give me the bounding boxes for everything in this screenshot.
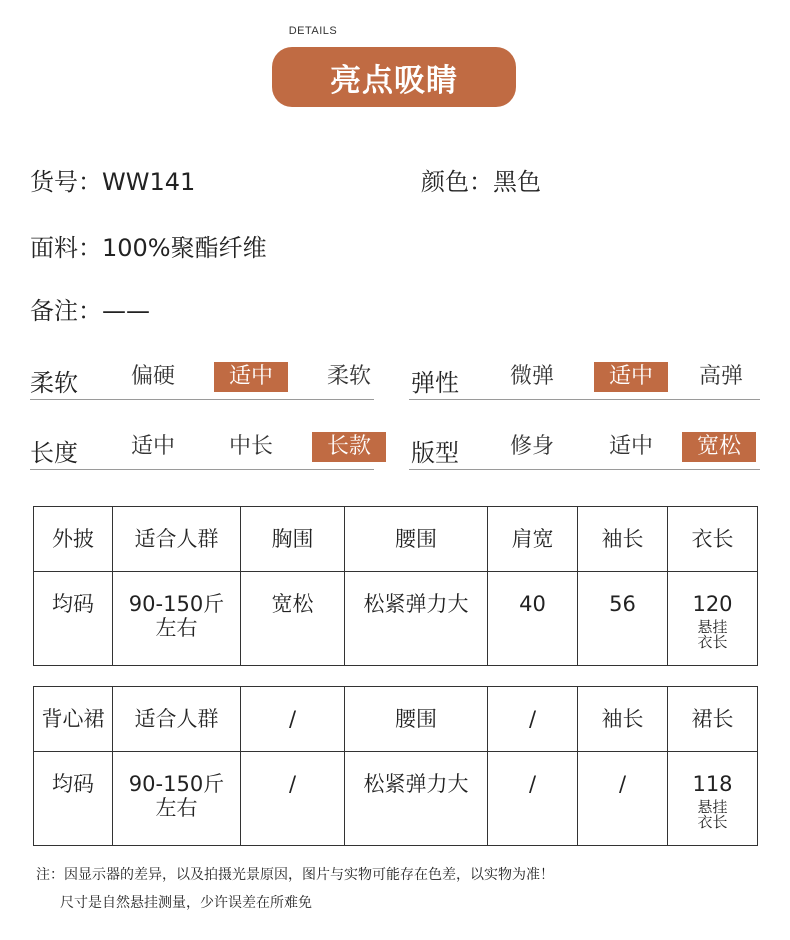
header-cell: 外披 (34, 507, 113, 572)
table-header-row (34, 687, 758, 752)
divider (409, 469, 760, 470)
header-cell: 胸围 (241, 507, 345, 572)
header-cell: 裙长 (668, 687, 758, 752)
section-title-badge (272, 47, 516, 107)
header-cell: 背心裙 (34, 687, 113, 752)
fabric-info: 面料：100%聚酯纤维 (30, 234, 267, 262)
sleeve-cell: 56 (578, 572, 668, 666)
length-note-line: 悬挂 (697, 618, 728, 637)
length-note-line: 衣长 (697, 633, 728, 652)
header-cell: 袖长 (578, 507, 668, 572)
section-title: 亮点吸睛 (330, 62, 458, 99)
length-note-line: 悬挂 (697, 798, 728, 817)
attr-elasticity-label: 弹性 (411, 369, 459, 397)
fit-option-slim: 修身 (509, 434, 554, 459)
people-range: 90-150斤 (128, 592, 225, 616)
chest-cell: 宽松 (241, 572, 345, 666)
header-cell: 适合人群 (113, 507, 241, 572)
length-note (668, 620, 757, 650)
fit-option-loose: 宽松 (682, 432, 756, 462)
measurement-note: 尺寸是自然悬挂测量，少许误差在所难免 (60, 895, 312, 911)
elasticity-option-slight: 微弹 (509, 364, 554, 389)
item-number: 货号：WW141 (30, 168, 196, 196)
size-table-outerwear (33, 506, 758, 666)
elasticity-option-medium: 适中 (594, 362, 668, 392)
header-cell: / (241, 687, 345, 752)
divider (409, 399, 760, 400)
header-cell: / (488, 687, 578, 752)
header-cell: 腰围 (345, 687, 488, 752)
disclaimer-note: 注：因显示器的差异，以及拍摄光景原因，图片与实物可能存在色差，以实物为准！ (36, 867, 554, 883)
shoulder-cell: 40 (488, 572, 578, 666)
people-range-suffix: 左右 (155, 796, 198, 821)
slash-cell: / (488, 752, 578, 846)
details-kicker: DETAILS (288, 25, 338, 37)
people-cell (113, 572, 241, 666)
size-table-dress (33, 686, 758, 846)
size-cell: 均码 (34, 752, 113, 846)
length-value: 120 (692, 592, 733, 616)
size-cell: 均码 (34, 572, 113, 666)
table-row (34, 752, 758, 846)
header-cell: 衣长 (668, 507, 758, 572)
fit-option-medium: 适中 (608, 434, 653, 459)
people-range: 90-150斤 (128, 772, 225, 796)
slash-cell: / (578, 752, 668, 846)
color-info: 颜色：黑色 (421, 168, 541, 196)
header-cell: 袖长 (578, 687, 668, 752)
header-cell: 适合人群 (113, 687, 241, 752)
slash-cell: / (241, 752, 345, 846)
length-option-midlong: 中长 (228, 434, 273, 459)
attr-softness-label: 柔软 (30, 369, 78, 397)
length-cell (668, 752, 758, 846)
table-header-row (34, 507, 758, 572)
length-note (668, 800, 757, 830)
length-option-long: 长款 (312, 432, 386, 462)
remark-info: 备注：—— (30, 297, 150, 325)
waist-cell: 松紧弹力大 (345, 752, 488, 846)
softness-option-hard: 偏硬 (130, 364, 175, 389)
table-row (34, 572, 758, 666)
softness-option-soft: 柔软 (326, 364, 371, 389)
people-cell (113, 752, 241, 846)
attr-fit-label: 版型 (411, 439, 459, 467)
length-cell (668, 572, 758, 666)
header-cell: 肩宽 (488, 507, 578, 572)
length-note-line: 衣长 (697, 813, 728, 832)
softness-option-medium: 适中 (214, 362, 288, 392)
divider (30, 469, 374, 470)
attr-length-label: 长度 (30, 439, 78, 467)
divider (30, 399, 374, 400)
length-option-medium: 适中 (130, 434, 175, 459)
elasticity-option-high: 高弹 (698, 364, 743, 389)
length-value: 118 (692, 772, 733, 796)
header-cell: 腰围 (345, 507, 488, 572)
waist-cell: 松紧弹力大 (345, 572, 488, 666)
people-range-suffix: 左右 (155, 616, 198, 641)
